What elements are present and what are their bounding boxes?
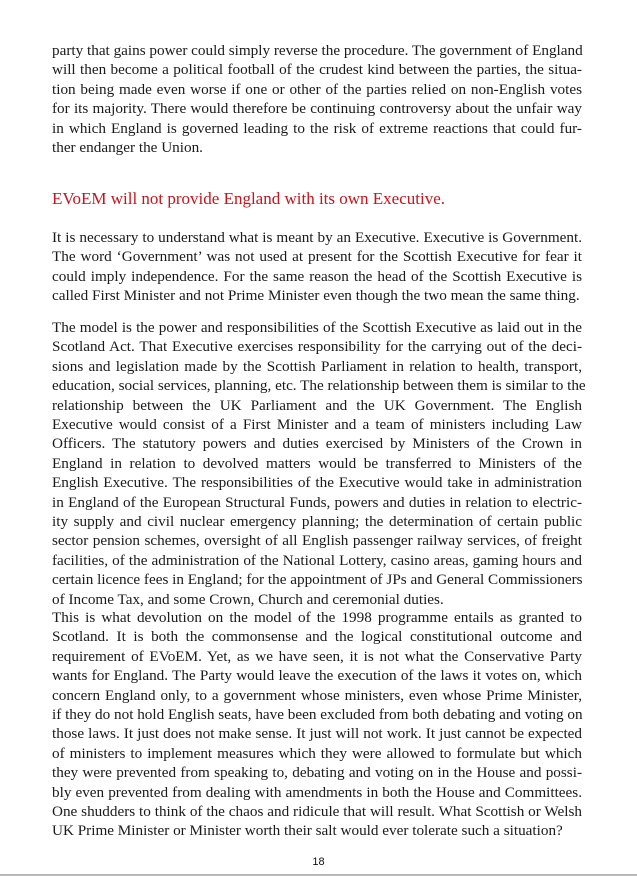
section-heading: EVoEM will not provide England with its own Executive. [52, 189, 446, 208]
text-line: sector pension schemes, oversight of all English passenger railway services, of freight [52, 532, 582, 550]
text-line: Executive would consist of a First Minister and a team of ministers including Law [52, 416, 582, 434]
text-line: of Income Tax, and some Crown, Church and ceremonial duties. [52, 590, 444, 608]
paragraph-1 [52, 228, 582, 306]
text-line: requirement of EVoEM. Yet, as we have seen, it is not what the Conservative Party [52, 647, 582, 665]
text-line: sions and legislation made by the Scottish Parliament in relation to health, transport, [52, 357, 582, 375]
text-line: One shudders to think of the chaos and ridicule that will result. What Scottish or Welsh [52, 803, 582, 821]
text-line: relationship between the UK Parliament and the UK Government. The English [52, 396, 582, 414]
page-number: 18 [312, 856, 325, 868]
text-line: concern England only, to a government whose ministers, even whose Prime Minister, [52, 686, 582, 704]
text-line: of ministers to implement measures which they were allowed to formulate but which [52, 744, 582, 762]
text-line: education, social services, planning, etc. The relationship between them is similar to the [52, 377, 586, 395]
text-line: England in relation to devolved matters would be transferred to Ministers of the [52, 454, 582, 472]
text-line: The word ‘Government’ was not used at present for the Scottish Executive for fear it [52, 248, 582, 266]
paragraph-2 [52, 318, 586, 609]
text-line: Officers. The statutory powers and duties exercised by Ministers of the Crown in [52, 435, 582, 453]
text-line: ther endanger the Union. [52, 139, 203, 157]
text-line: for its majority. There would therefore be continuing controversy about the unfair way [52, 100, 582, 118]
text-line: facilities, of the administration of the National Lottery, casino areas, gaming hours and [52, 551, 582, 569]
text-line: UK Prime Minister or Minister worth their salt would ever tolerate such a situation? [52, 822, 563, 840]
text-line: wants for England. The Party would leave the execution of the laws it votes on, which [52, 667, 582, 685]
text-line: ity supply and civil nuclear emergency planning; the determination of certain public [52, 513, 582, 531]
text-line: those laws. It just does not make sense. It just will not work. It just cannot be expected [52, 725, 582, 743]
text-line: could imply independence. For the same reason the head of the Scottish Executive is [52, 267, 582, 285]
text-line: will then become a political football of the crudest kind between the parties, the situa- [52, 61, 582, 79]
text-line: called First Minister and not Prime Minister even though the two mean the same thing. [52, 287, 580, 305]
text-line: in England of the European Structural Funds, powers and duties in relation to electric- [52, 493, 582, 511]
text-line: The model is the power and responsibilities of the Scottish Executive as laid out in the [52, 319, 582, 336]
text-line: certain licence fees in England; for the appointment of JPs and General Commissioners [52, 571, 583, 589]
text-line: Scotland Act. That Executive exercises responsibility for the carrying out of the deci- [52, 338, 582, 356]
text-line: tion being made even worse if one or other of the parties relied on non-English votes [52, 80, 582, 98]
text-line: Scotland. It is both the commonsense and the logical constitutional outcome and [52, 628, 582, 646]
text-line: they were prevented from speaking to, debating and voting on in the House and possi- [52, 764, 582, 782]
text-line: party that gains power could simply reverse the procedure. The government of England [52, 42, 583, 59]
paragraph-0 [52, 41, 582, 157]
text-line: It is necessary to understand what is meant by an Executive. Executive is Government. [52, 229, 582, 246]
paragraph-3 [52, 608, 582, 841]
text-line: This is what devolution on the model of the 1998 programme entails as granted to [52, 609, 582, 626]
text-line: English Executive. The responsibilities of the Executive would take in administration [52, 474, 582, 492]
text-line: in which England is governed leading to the risk of extreme reactions that could fur- [52, 119, 582, 137]
text-line: bly even prevented from dealing with amendments in both the House and Committees. [52, 783, 582, 801]
text-line: if they do not hold English seats, have been excluded from both debating and voting on [52, 706, 583, 724]
